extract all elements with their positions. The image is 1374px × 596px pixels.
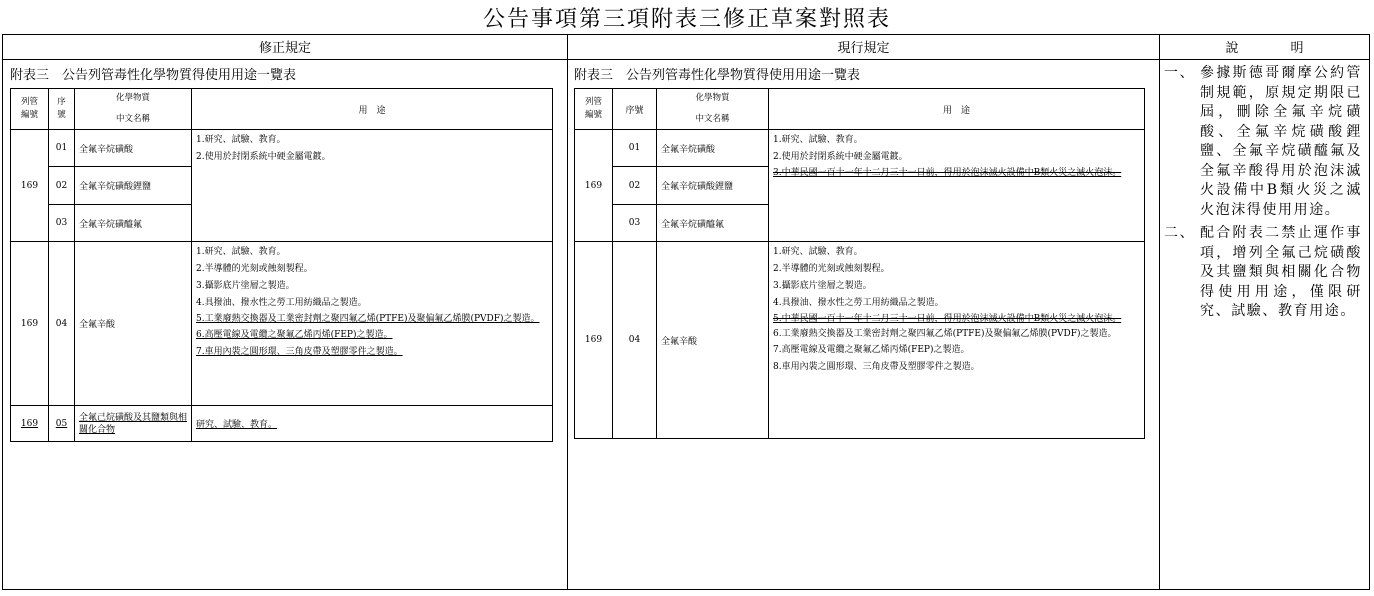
- use-item: 2.半導體的光刻或蝕刻製程。: [773, 264, 890, 274]
- seq-cell: 02: [49, 167, 75, 205]
- column-header-current: 現行規定: [837, 41, 890, 56]
- revised-section-title: 附表三 公告列管毒性化學物質得使用用途一覽表: [10, 68, 297, 83]
- use-item: 6.工業廢熱交換器及工業密封劑之聚四氟乙烯(PTFE)及聚偏氟乙烯膜(PVDF)之製造。: [773, 329, 1117, 339]
- name-cell: 全氟辛烷磺酸鋰鹽: [75, 167, 192, 205]
- table-row: [11, 130, 553, 167]
- table-row: [575, 242, 1145, 439]
- use-item-deleted: 5.中華民國一百十一年十二月三十一日前，得用於泡沫滅火設備中B類火災之滅火泡沫。: [773, 314, 1122, 324]
- use-item: 2.使用於封閉系統中硬金屬電鍍。: [773, 152, 908, 162]
- use-item: 7.高壓電線及電纜之聚氟乙烯丙烯(FEP)之製造。: [773, 345, 970, 355]
- header-seq: 序號: [613, 89, 657, 130]
- explanation-text: [1164, 64, 1362, 326]
- code-cell: 169: [11, 242, 49, 406]
- uses-cell: [192, 130, 553, 242]
- divider-current-explanation: [1159, 35, 1160, 589]
- name-cell: 全氟己烷磺酸及其鹽類與相關化合物: [75, 406, 192, 442]
- current-section-title: 附表三 公告列管毒性化學物質得使用用途一覽表: [574, 68, 861, 83]
- seq-cell: 04: [613, 242, 657, 439]
- use-item: 1.研究、試驗、教育。: [196, 135, 286, 145]
- use-item: 3.攝影底片塗層之製造。: [196, 281, 295, 291]
- use-item: 1.研究、試驗、教育。: [196, 247, 286, 257]
- table-header-row: [11, 89, 553, 130]
- name-cell: 全氟辛烷磺酸鋰鹽: [657, 167, 769, 205]
- use-item: 4.具撥油、撥水性之勞工用紡織品之製造。: [196, 298, 367, 308]
- use-item: 2.使用於封閉系統中硬金屬電鍍。: [196, 152, 331, 162]
- header-divider: [3, 59, 1369, 60]
- uses-cell: [769, 242, 1145, 439]
- uses-cell: 研究、試驗、教育。: [192, 406, 553, 442]
- seq-cell: 02: [613, 167, 657, 205]
- table-header-row: [575, 89, 1145, 130]
- page-title: 公告事項第三項附表三修正草案對照表: [482, 7, 891, 32]
- explanation-item: 二、 配合附表二禁止運作事項，增列全氟己烷磺酸及其鹽類與相關化合物得使用用途，僅限研究、試驗、教育用途。: [1164, 225, 1362, 319]
- seq-cell: 01: [613, 130, 657, 167]
- header-seq: 序號: [49, 89, 75, 130]
- name-cell: 全氟辛烷磺醯氟: [657, 205, 769, 242]
- code-cell: 169: [11, 130, 49, 242]
- header-uses: 用 途: [192, 89, 553, 130]
- seq-cell: 03: [613, 205, 657, 242]
- uses-cell: [769, 130, 1145, 242]
- use-item: 4.具撥油、撥水性之勞工用紡織品之製造。: [773, 298, 944, 308]
- header-code: 列管編號: [575, 89, 613, 130]
- seq-cell: 01: [49, 130, 75, 167]
- header-name: 化學物質 中文名稱: [657, 89, 769, 130]
- use-item: 2.半導體的光刻或蝕刻製程。: [196, 264, 313, 274]
- code-cell: 169: [575, 242, 613, 439]
- current-table: [574, 88, 1145, 439]
- use-item-changed: 6.高壓電線及電纜之聚氟乙烯丙烯(FEP)之製造。: [196, 330, 393, 340]
- use-item-changed: 7.車用內裝之圓形環、三角皮帶及塑膠零件之製造。: [196, 347, 403, 357]
- header-name: 化學物質 中文名稱: [75, 89, 192, 130]
- seq-cell: 03: [49, 205, 75, 242]
- use-item: 1.研究、試驗、教育。: [773, 135, 863, 145]
- column-header-revised: 修正規定: [258, 41, 311, 56]
- header-uses: 用 途: [769, 89, 1145, 130]
- use-item-deleted: 3.中華民國一百十一年十二月三十一日前，得用於泡沫滅火設備中B類火災之滅火泡沫。: [773, 168, 1122, 178]
- column-header-explanation: 說 明: [1225, 41, 1304, 56]
- seq-cell: 04: [49, 242, 75, 406]
- code-cell: 169: [575, 130, 613, 242]
- code-cell: 169: [11, 406, 49, 442]
- name-cell: 全氟辛烷磺酸: [75, 130, 192, 167]
- name-cell: 全氟辛烷磺酸: [657, 130, 769, 167]
- name-cell: 全氟辛酸: [75, 242, 192, 406]
- table-row: [575, 130, 1145, 167]
- use-item: 1.研究、試驗、教育。: [773, 247, 863, 257]
- name-cell: 全氟辛酸: [657, 242, 769, 439]
- uses-cell: [192, 242, 553, 406]
- table-row: [11, 242, 553, 406]
- use-item: 8.車用內裝之圓形環、三角皮帶及塑膠零件之製造。: [773, 362, 980, 372]
- divider-revised-current: [567, 35, 568, 589]
- use-item: 3.攝影底片塗層之製造。: [773, 281, 872, 291]
- explanation-item: 一、 參據斯德哥爾摩公約管制規範，原規定期限已屆，刪除全氟辛烷磺酸、全氟辛烷磺酸鋰鹽、全氟辛烷磺醯氟及全氟辛酸得用於泡沫滅火設備中B類火災之滅火泡沫得使用用途。: [1164, 65, 1362, 218]
- table-row-added: [11, 406, 553, 442]
- header-code: 列管編號: [11, 89, 49, 130]
- name-cell: 全氟辛烷磺醯氟: [75, 205, 192, 242]
- use-item-changed: 5.工業廢熱交換器及工業密封劑之聚四氟乙烯(PTFE)及聚偏氟乙烯膜(PVDF)之製造。: [196, 314, 540, 324]
- seq-cell: 05: [49, 406, 75, 442]
- revised-table: [10, 88, 553, 442]
